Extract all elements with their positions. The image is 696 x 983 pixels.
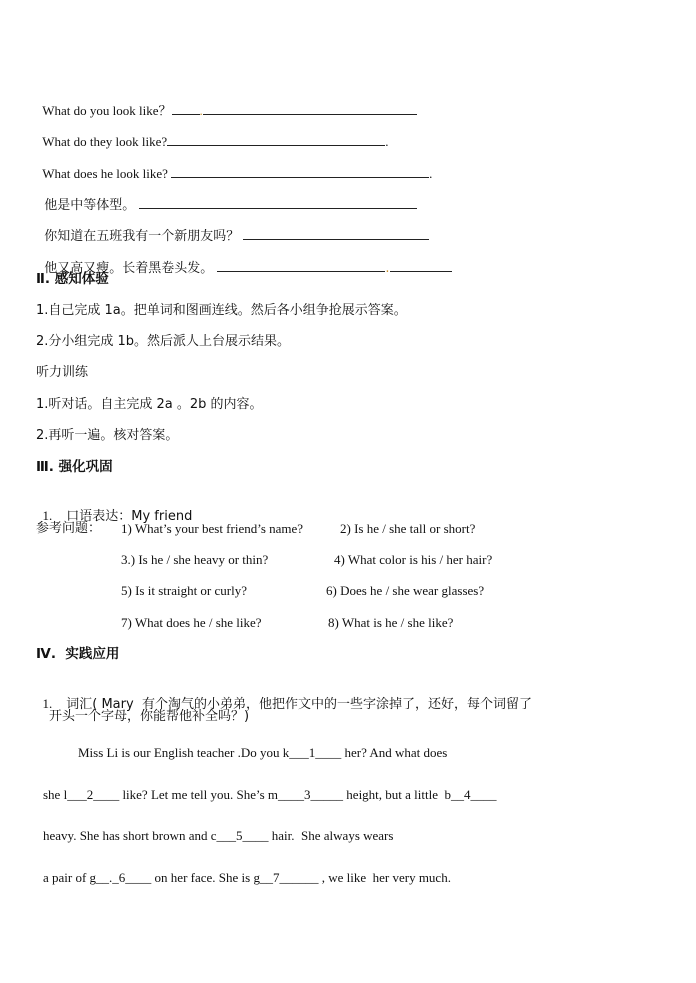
- question-text: What do they look like?: [42, 134, 168, 149]
- chinese-sentence: 你知道在五班我有一个新朋友吗？: [44, 229, 240, 244]
- item-text: 口语表达：My friend: [66, 509, 193, 524]
- period: .: [385, 134, 389, 149]
- listening-subtitle: 听力训练: [36, 365, 89, 380]
- answer-blank[interactable]: [203, 101, 417, 115]
- passage-line-2: she l___2____ like? Let me tell you. She’s m____3_____ height, but a little b__4____: [43, 787, 497, 802]
- reference-question: 7) What does he / she like?: [121, 615, 262, 630]
- answer-blank[interactable]: [139, 195, 417, 209]
- section-2-item-2: 2.分小组完成 1b。然后派人上台展示结果。: [36, 334, 291, 349]
- reference-question: 6) Does he / she wear glasses?: [326, 583, 485, 598]
- item-number: 1.: [42, 508, 53, 523]
- reference-label: 参考问题：: [36, 521, 102, 536]
- section-3-title: Ⅲ. 强化巩固: [36, 459, 113, 475]
- answer-blank[interactable]: [390, 258, 452, 272]
- item-number: 1.: [42, 696, 53, 711]
- answer-blank[interactable]: [171, 164, 429, 178]
- item-text: 词汇( Mary 有个淘气的小弟弟，他把作文中的一些字涂掉了，还好，每个词留了: [66, 697, 532, 712]
- section-2-title: Ⅱ. 感知体验: [36, 271, 109, 287]
- section-4-title: Ⅳ. 实践应用: [36, 646, 120, 662]
- question-text: What does he look like?: [42, 166, 168, 181]
- answer-blank[interactable]: [167, 132, 385, 146]
- question-what-do-you-look-like: What do you look like？ .: [36, 83, 417, 120]
- passage-line-1: Miss Li is our English teacher .Do you k___1____ her? And what does: [78, 745, 448, 760]
- listening-item-1: 1.听对话。自主完成 2a 。2b 的内容。: [36, 397, 263, 412]
- chinese-sentence: 他又高又瘦。长着黑卷头发。: [44, 261, 214, 276]
- passage-line-4: a pair of g__._6____ on her face. She is g__7______ , we like her very much.: [43, 870, 451, 885]
- question-text: What do you look like？: [42, 103, 172, 118]
- passage-line-3: heavy. She has short brown and c___5____ hair. She always wears: [43, 828, 394, 843]
- answer-blank[interactable]: [217, 258, 385, 272]
- period: .: [429, 166, 433, 181]
- chinese-sentence: 他是中等体型。: [44, 198, 136, 213]
- answer-blank[interactable]: [172, 101, 200, 115]
- listening-item-2: 2.再听一遍。核对答案。: [36, 428, 179, 443]
- translate-tall-thin: 他又高又瘦。长着黑卷头发。 .: [36, 240, 452, 278]
- reference-question: 8) What is he / she like?: [328, 615, 454, 630]
- reference-question: 5) Is it straight or curly?: [121, 583, 247, 598]
- answer-blank[interactable]: [243, 226, 429, 240]
- section-2-item-1: 1.自己完成 1a。把单词和图画连线。然后各小组争抢展示答案。: [36, 303, 407, 318]
- reference-question: 4) What color is his / her hair?: [334, 552, 493, 567]
- reference-question: 1) What’s your best friend’s name?: [121, 521, 304, 536]
- reference-question: 3.) Is he / she heavy or thin?: [121, 552, 269, 567]
- section-4-item-1-cont: 开头一个字母，你能帮他补全吗？): [49, 709, 250, 724]
- reference-question: 2) Is he / she tall or short?: [340, 521, 476, 536]
